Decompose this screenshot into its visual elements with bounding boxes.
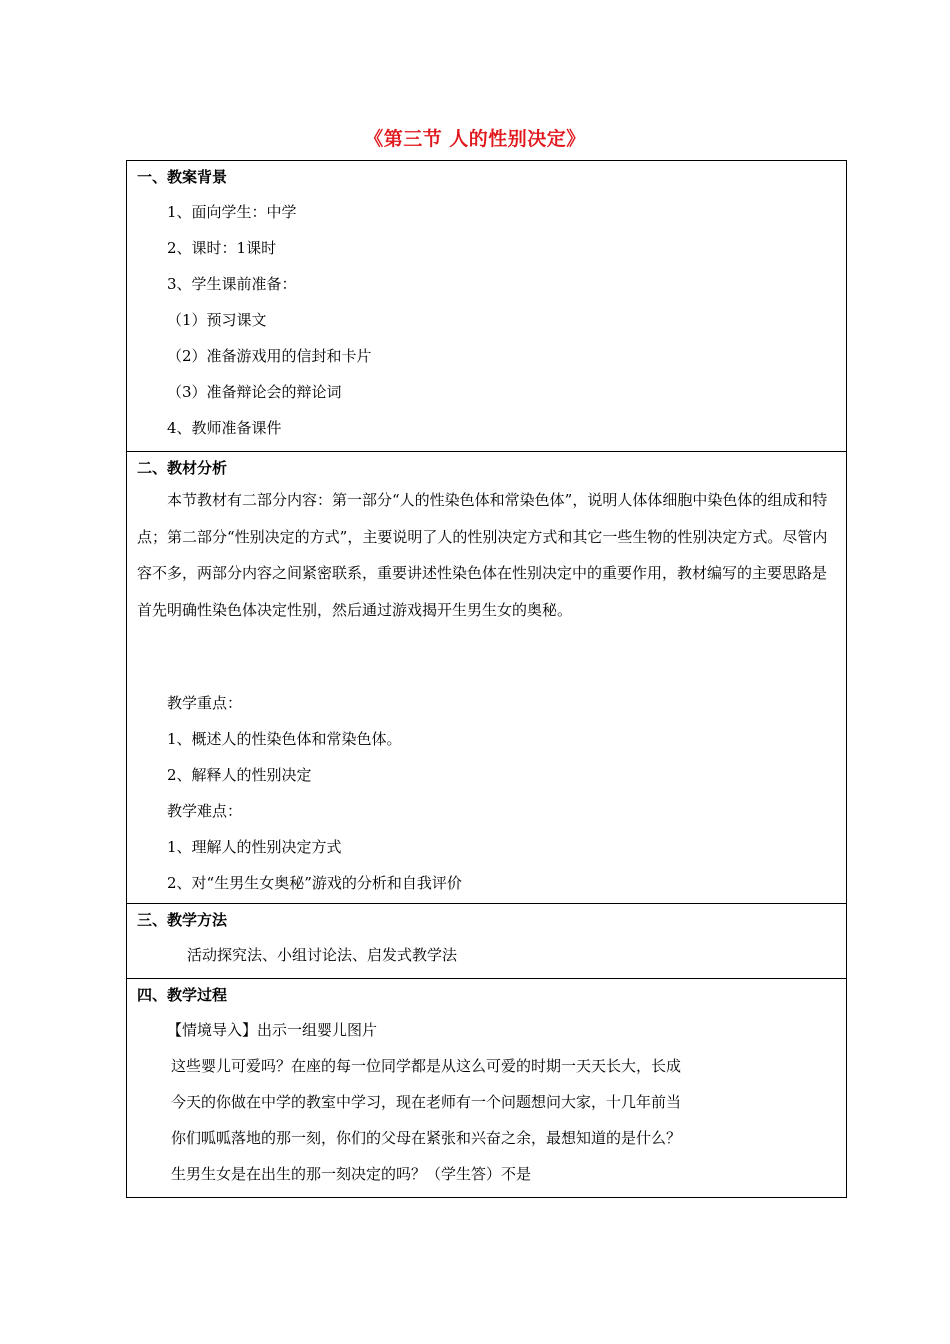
list-item: 教学难点：: [167, 802, 243, 820]
section-process: [126, 978, 847, 1198]
list-item: 【情境导入】出示一组婴儿图片: [167, 1021, 378, 1039]
list-item: 1、概述人的性染色体和常染色体。: [167, 730, 402, 748]
list-item: 2、对“生男生女奥秘”游戏的分析和自我评价: [167, 874, 462, 892]
document-title: 《第三节 人的性别决定》: [364, 128, 586, 150]
list-item: 3、学生课前准备：: [167, 275, 297, 293]
list-item: 今天的你做在中学的教室中学习，现在老师有一个问题想问大家，十几年前当: [171, 1093, 682, 1111]
list-item: 这些婴儿可爱吗？在座的每一位同学都是从这么可爱的时期一天天长大，长成: [171, 1057, 682, 1075]
list-item: 2、课时：1课时: [167, 239, 277, 257]
section-analysis: [126, 451, 847, 904]
list-item: （1）预习课文: [167, 311, 267, 329]
section-heading: 三、教学方法: [137, 911, 228, 929]
section-background: [126, 160, 847, 452]
section-heading: 四、教学过程: [137, 986, 228, 1004]
list-item: 生男生女是在出生的那一刻决定的吗？（学生答）不是: [171, 1165, 532, 1183]
list-item: 2、解释人的性别决定: [167, 766, 312, 784]
methods-text: 活动探究法、小组讨论法、启发式教学法: [187, 946, 458, 964]
section-heading: 一、教案背景: [137, 168, 228, 186]
list-item: 1、面向学生：中学: [167, 203, 297, 221]
section-heading: 二、教材分析: [137, 459, 228, 477]
list-item: 4、教师准备课件: [167, 419, 282, 437]
list-item: 1、理解人的性别决定方式: [167, 838, 342, 856]
list-item: （3）准备辩论会的辩论词: [167, 383, 342, 401]
list-item: （2）准备游戏用的信封和卡片: [167, 347, 372, 365]
list-item: 你们呱呱落地的那一刻，你们的父母在紧张和兴奋之余，最想知道的是什么？: [171, 1129, 682, 1147]
list-item: 教学重点：: [167, 694, 243, 712]
section-methods: [126, 903, 847, 979]
paragraph: 本节教材有二部分内容：第一部分“人的性染色体和常染色体”，说明人体体细胞中染色体的组成和特点；第二部分“性别决定的方式”，主要说明了人的性别决定方式和其它一些生物的性别决定方式。尽管内容不多，两部分内容之间紧密联系，重要讲述性染色体在性别决定中的重要作用，教材编写的主要思路是首先明确性染色体决定性别，然后通过游戏揭开生男生女的奥秘。: [137, 491, 828, 619]
